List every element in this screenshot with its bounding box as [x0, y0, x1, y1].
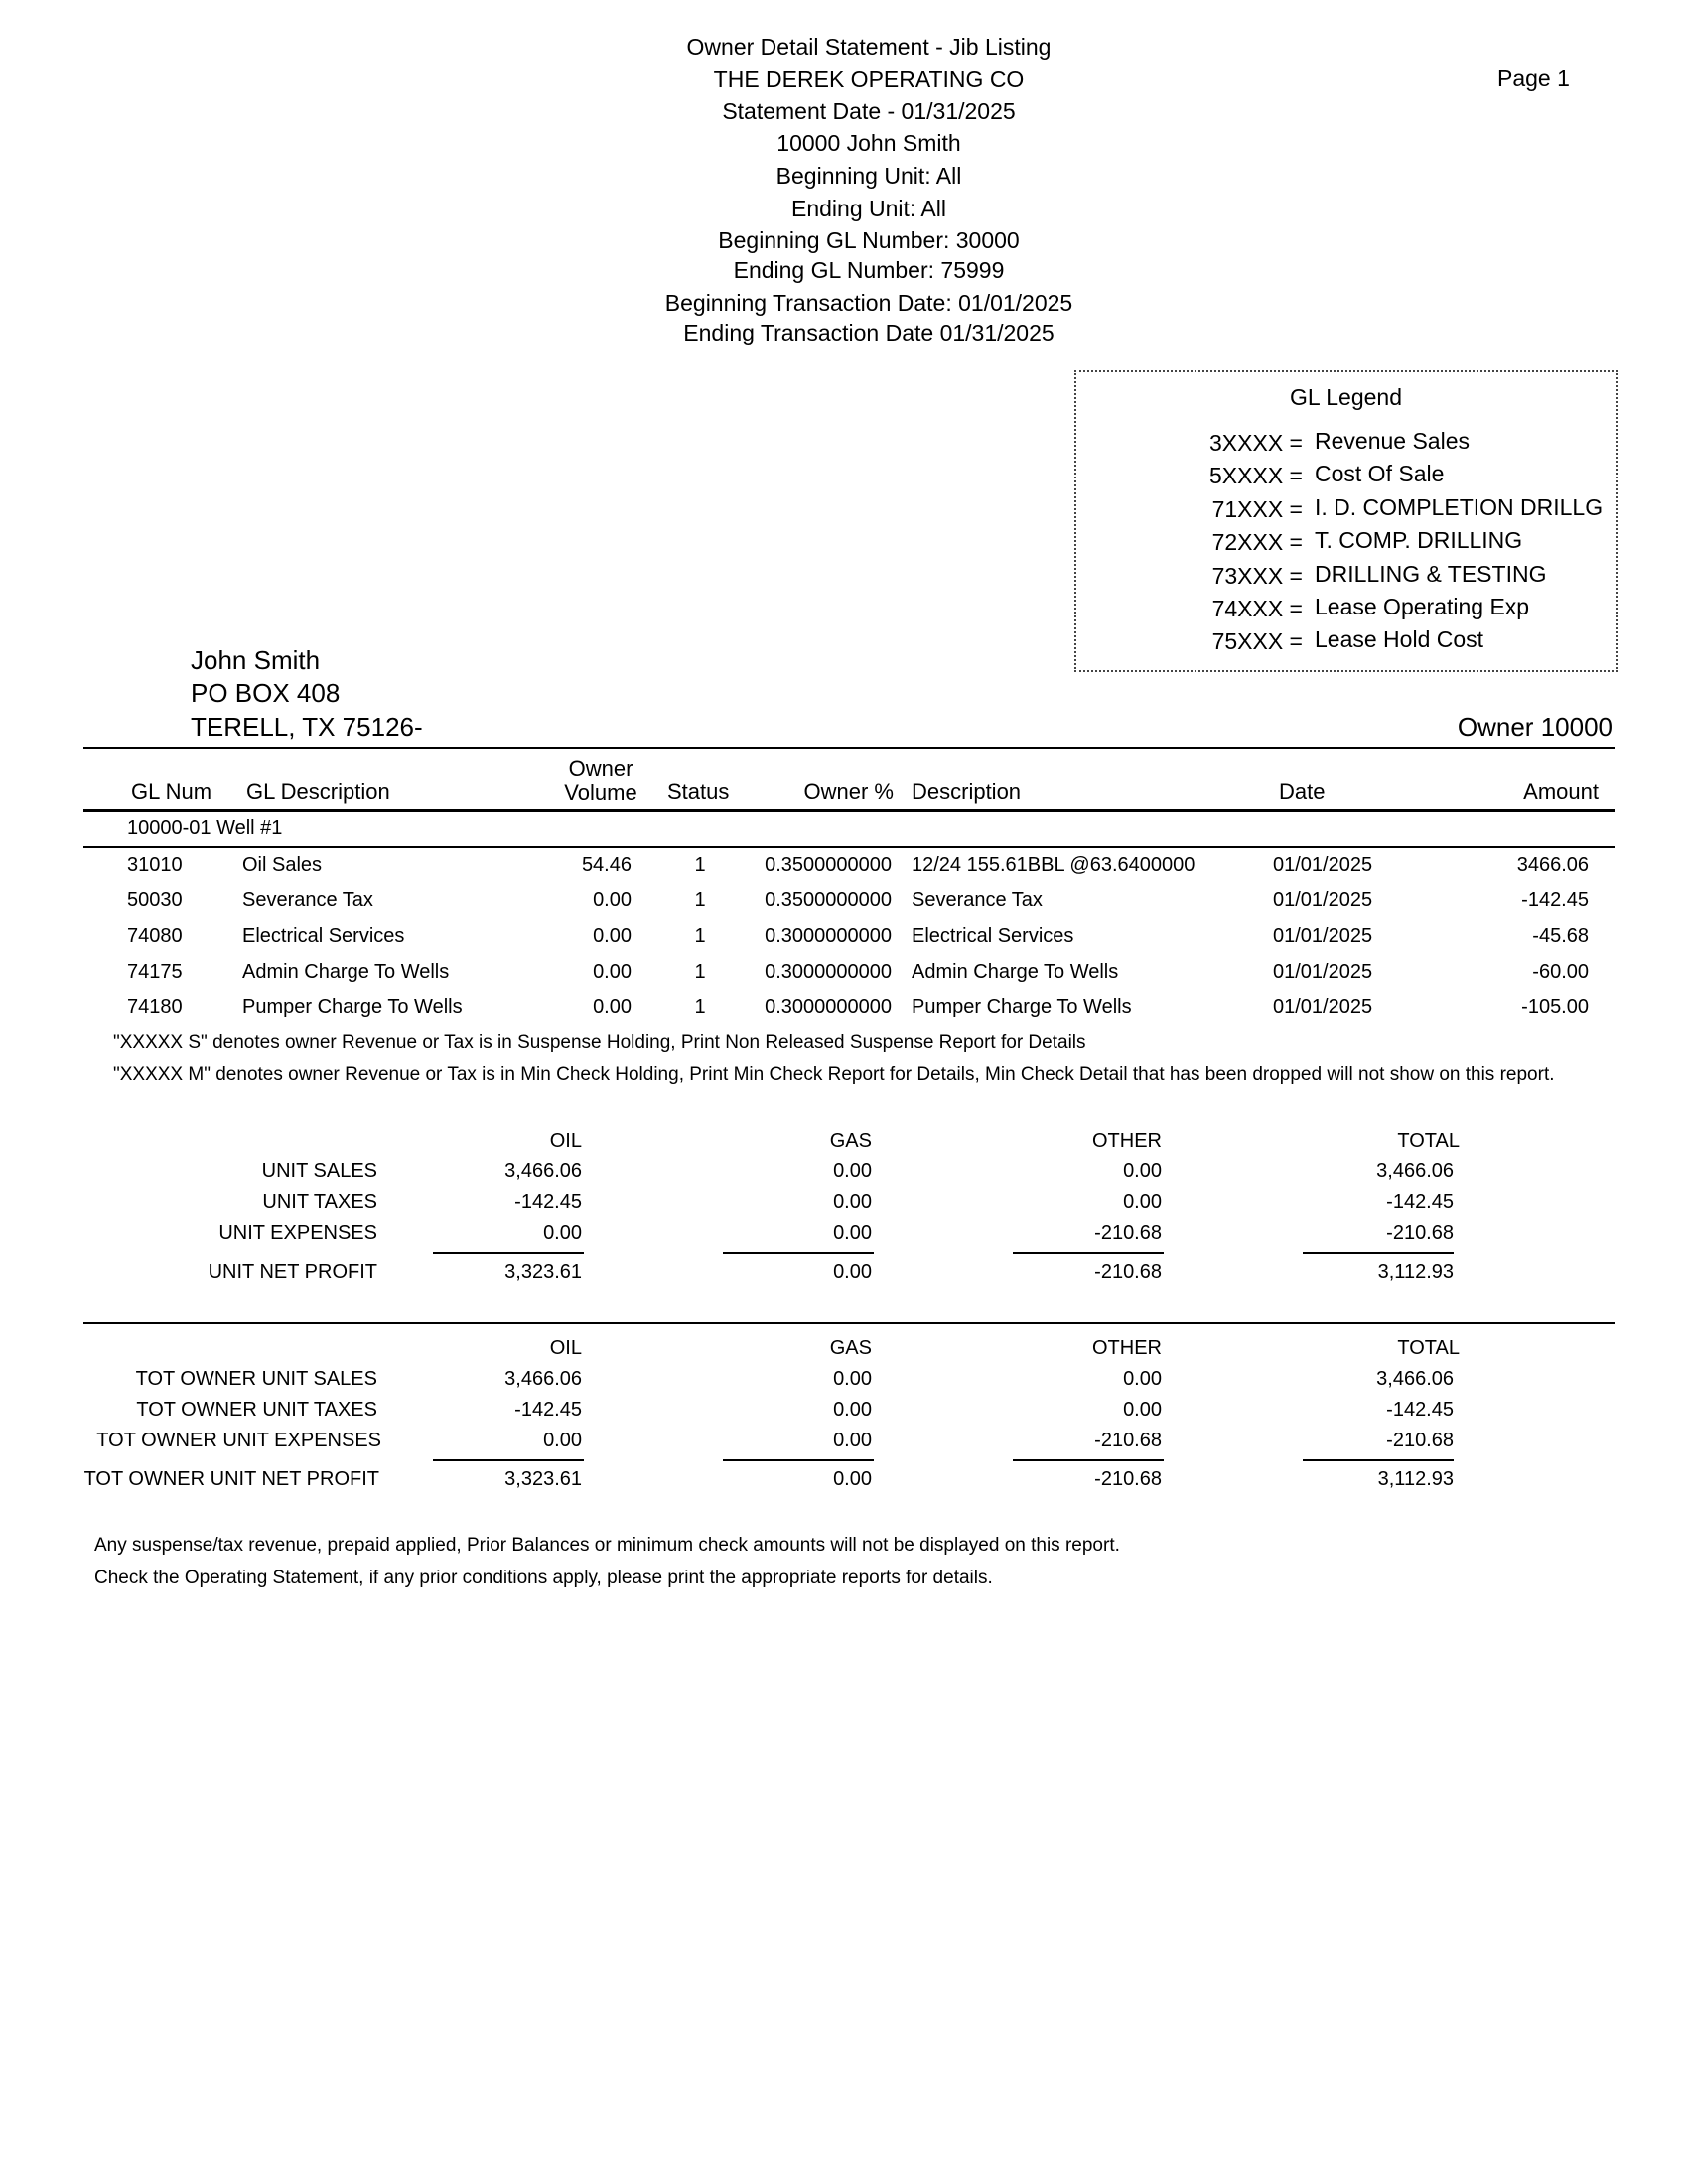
summary-col-gas: GAS [829, 1130, 872, 1152]
cell-amount: -60.00 [1532, 961, 1589, 983]
col-header-date: Date [1279, 779, 1326, 804]
subtotal-line [723, 1252, 874, 1254]
summary-value: 0.00 [833, 1160, 872, 1182]
cell-date: 01/01/2025 [1273, 889, 1373, 911]
summary-value: 0.00 [543, 1430, 582, 1451]
cell-gl-desc: Electrical Services [242, 925, 405, 947]
legend-desc: Cost Of Sale [1315, 461, 1445, 486]
col-header-owner-volume: Volume [564, 780, 637, 805]
cell-date: 01/01/2025 [1273, 925, 1373, 947]
summary-col-gas: GAS [829, 1337, 872, 1359]
summary-row-label: UNIT SALES [261, 1160, 377, 1182]
owner-number: Owner 10000 [1457, 712, 1613, 742]
summary-value: -210.68 [1386, 1222, 1454, 1244]
cell-gl-desc: Pumper Charge To Wells [242, 996, 463, 1018]
cell-owner-pct: 0.3000000000 [765, 925, 892, 947]
summary-value: 0.00 [1123, 1399, 1162, 1421]
cell-status: 1 [694, 854, 706, 876]
summary-value: -142.45 [1386, 1191, 1454, 1213]
legend-code: 72XXX = [1211, 529, 1303, 555]
gl-legend-title: GL Legend [1290, 384, 1402, 410]
cell-volume: 0.00 [593, 961, 632, 983]
summary-row-label: UNIT EXPENSES [218, 1222, 377, 1244]
col-header-description: Description [912, 779, 1022, 804]
cell-owner-pct: 0.3000000000 [765, 961, 892, 983]
legend-desc: Revenue Sales [1315, 428, 1470, 454]
footer-note-2: Check the Operating Statement, if any prior conditions apply, please print the appropriate reports for details. [94, 1568, 993, 1588]
cell-volume: 0.00 [593, 889, 632, 911]
summary-value: 3,323.61 [504, 1261, 582, 1283]
report-title: Owner Detail Statement - Jib Listing [686, 34, 1052, 60]
summary-value: -210.68 [1094, 1468, 1162, 1490]
cell-description: Severance Tax [912, 889, 1043, 911]
summary-value: 0.00 [833, 1430, 872, 1451]
legend-desc: Lease Operating Exp [1315, 594, 1530, 619]
summary-row-label: TOT OWNER UNIT NET PROFIT [83, 1468, 379, 1490]
page-number: Page 1 [1497, 66, 1570, 91]
summary-value: 0.00 [833, 1468, 872, 1490]
subtotal-line [723, 1459, 874, 1461]
col-header-owner-volume: Owner [568, 756, 633, 781]
ending-unit: Ending Unit: All [791, 196, 946, 221]
cell-volume: 0.00 [593, 925, 632, 947]
legend-desc: Lease Hold Cost [1315, 626, 1484, 652]
col-header-amount: Amount [1523, 779, 1599, 804]
summary-value: 0.00 [833, 1368, 872, 1390]
cell-status: 1 [694, 996, 706, 1018]
beginning-gl: Beginning GL Number: 30000 [718, 227, 1020, 253]
note-min-check: "XXXXX M" denotes owner Revenue or Tax is in Min Check Holding, Print Min Check Report for Details, Min Check Detail that has been dropped will not show on this report. [113, 1064, 1555, 1085]
summary-col-total: TOTAL [1397, 1337, 1460, 1359]
summary-value: -210.68 [1094, 1261, 1162, 1283]
legend-code: 5XXXX = [1209, 463, 1303, 488]
cell-description: 12/24 155.61BBL @63.6400000 [912, 854, 1196, 876]
cell-status: 1 [694, 889, 706, 911]
cell-volume: 54.46 [581, 854, 632, 876]
legend-code: 71XXX = [1211, 496, 1303, 522]
cell-amount: 3466.06 [1516, 854, 1589, 876]
header-divider [83, 809, 1615, 812]
summary-value: 0.00 [833, 1222, 872, 1244]
summary-value: 3,112.93 [1377, 1468, 1454, 1490]
summary-value: 0.00 [833, 1191, 872, 1213]
legend-desc: T. COMP. DRILLING [1315, 527, 1523, 553]
summary-col-oil: OIL [549, 1130, 582, 1152]
subtotal-line [433, 1252, 584, 1254]
legend-code: 75XXX = [1211, 628, 1303, 654]
ending-transaction-date: Ending Transaction Date 01/31/2025 [683, 320, 1055, 345]
legend-desc: DRILLING & TESTING [1315, 561, 1547, 587]
subtotal-line [1303, 1252, 1454, 1254]
col-header-gl-desc: GL Description [246, 779, 390, 804]
cell-volume: 0.00 [593, 996, 632, 1018]
owner-name: John Smith [191, 645, 321, 675]
cell-owner-pct: 0.3500000000 [765, 854, 892, 876]
summary-row-label: UNIT NET PROFIT [208, 1261, 377, 1283]
summary-value: 3,466.06 [1376, 1160, 1454, 1182]
owner-heading: 10000 John Smith [776, 130, 961, 156]
cell-gl-num: 74080 [127, 925, 183, 947]
cell-description: Electrical Services [912, 925, 1074, 947]
beginning-unit: Beginning Unit: All [775, 163, 962, 189]
summary-value: -142.45 [514, 1399, 582, 1421]
cell-date: 01/01/2025 [1273, 854, 1373, 876]
summary-col-oil: OIL [549, 1337, 582, 1359]
summary-value: 0.00 [1123, 1191, 1162, 1213]
ending-gl: Ending GL Number: 75999 [733, 257, 1005, 283]
summary-row-label: TOT OWNER UNIT TAXES [136, 1399, 377, 1421]
cell-amount: -142.45 [1521, 889, 1589, 911]
legend-desc: I. D. COMPLETION DRILLG [1315, 494, 1604, 520]
footer-note-1: Any suspense/tax revenue, prepaid applied, Prior Balances or minimum check amounts will not be displayed on this report. [94, 1535, 1120, 1556]
cell-gl-num: 50030 [127, 889, 183, 911]
summary-value: 3,323.61 [504, 1468, 582, 1490]
divider [83, 747, 1615, 749]
cell-status: 1 [694, 925, 706, 947]
summary-divider [83, 1322, 1615, 1324]
summary-value: 3,466.06 [504, 1160, 582, 1182]
cell-gl-num: 31010 [127, 854, 183, 876]
cell-owner-pct: 0.3500000000 [765, 889, 892, 911]
summary-col-total: TOTAL [1397, 1130, 1460, 1152]
cell-status: 1 [694, 961, 706, 983]
col-header-gl-num: GL Num [131, 779, 212, 804]
cell-owner-pct: 0.3000000000 [765, 996, 892, 1018]
col-header-owner-pct: Owner % [803, 779, 894, 804]
cell-description: Admin Charge To Wells [912, 961, 1119, 983]
legend-code: 3XXXX = [1209, 430, 1303, 456]
gl-legend-box [1074, 370, 1618, 672]
unit-label: 10000-01 Well #1 [127, 817, 283, 839]
subtotal-line [433, 1459, 584, 1461]
cell-description: Pumper Charge To Wells [912, 996, 1132, 1018]
company-name: THE DEREK OPERATING CO [713, 67, 1025, 92]
summary-value: 3,466.06 [1376, 1368, 1454, 1390]
cell-gl-desc: Oil Sales [242, 854, 323, 876]
col-header-status: Status [667, 779, 730, 804]
summary-value: -210.68 [1386, 1430, 1454, 1451]
subtotal-line [1013, 1459, 1164, 1461]
summary-col-other: OTHER [1092, 1337, 1162, 1359]
cell-date: 01/01/2025 [1273, 996, 1373, 1018]
cell-gl-num: 74180 [127, 996, 183, 1018]
unit-divider [83, 846, 1615, 848]
summary-value: 0.00 [1123, 1368, 1162, 1390]
beginning-transaction-date: Beginning Transaction Date: 01/01/2025 [664, 290, 1073, 316]
summary-value: -210.68 [1094, 1222, 1162, 1244]
summary-value: 3,466.06 [504, 1368, 582, 1390]
cell-date: 01/01/2025 [1273, 961, 1373, 983]
cell-gl-num: 74175 [127, 961, 183, 983]
cell-amount: -105.00 [1521, 996, 1589, 1018]
cell-gl-desc: Severance Tax [242, 889, 373, 911]
cell-amount: -45.68 [1532, 925, 1589, 947]
summary-value: -210.68 [1094, 1430, 1162, 1451]
summary-col-other: OTHER [1092, 1130, 1162, 1152]
summary-row-label: TOT OWNER UNIT EXPENSES [96, 1430, 381, 1451]
statement-date: Statement Date - 01/31/2025 [722, 98, 1016, 124]
legend-code: 74XXX = [1211, 596, 1303, 621]
summary-value: 0.00 [833, 1261, 872, 1283]
subtotal-line [1303, 1459, 1454, 1461]
address-line-1: PO BOX 408 [191, 678, 341, 708]
summary-value: 3,112.93 [1377, 1261, 1454, 1283]
summary-value: 0.00 [833, 1399, 872, 1421]
note-suspense: "XXXXX S" denotes owner Revenue or Tax is in Suspense Holding, Print Non Released Suspense Report for Details [113, 1032, 1086, 1053]
summary-row-label: TOT OWNER UNIT SALES [135, 1368, 377, 1390]
summary-value: 0.00 [543, 1222, 582, 1244]
legend-code: 73XXX = [1211, 563, 1303, 589]
summary-value: -142.45 [514, 1191, 582, 1213]
summary-value: -142.45 [1386, 1399, 1454, 1421]
address-line-2: TERELL, TX 75126- [191, 712, 423, 742]
summary-value: 0.00 [1123, 1160, 1162, 1182]
summary-row-label: UNIT TAXES [262, 1191, 377, 1213]
subtotal-line [1013, 1252, 1164, 1254]
cell-gl-desc: Admin Charge To Wells [242, 961, 450, 983]
